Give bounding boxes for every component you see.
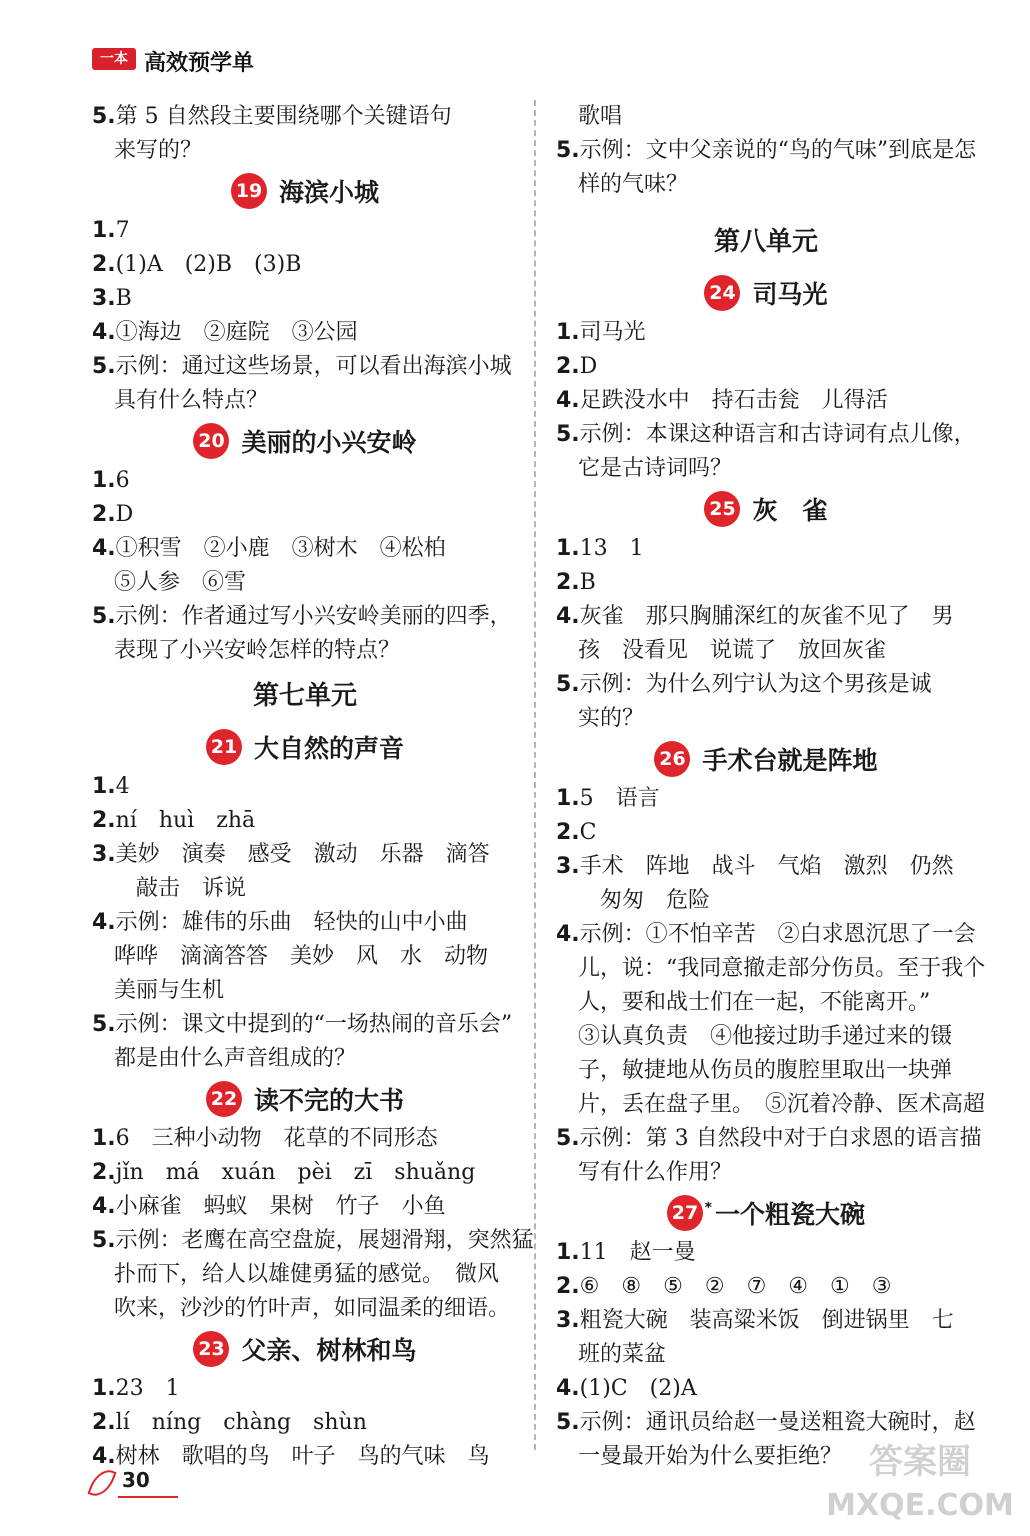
answer-line: 4.(1)C (2)A [556, 1376, 697, 1401]
lesson-number-badge: 21 [206, 729, 242, 765]
lesson-number-badge: 26 [654, 741, 690, 777]
answer-line: 1.4 [92, 774, 130, 799]
watermark: 答案圈 MXQE.COM [826, 1442, 1014, 1523]
answer-line: 3.粗瓷大碗 装高粱米饭 倒进锅里 七 [556, 1308, 954, 1333]
footer-rule [118, 1496, 178, 1498]
book-title: 高效预学单 [144, 51, 255, 76]
answer-line: 5.示例：作者通过写小兴安岭美丽的四季， [92, 604, 512, 629]
lesson-27-title: 27 * 一个粗瓷大碗 [556, 1190, 976, 1236]
lesson-number-badge: 20 [193, 423, 229, 459]
lesson-number-badge: 23 [193, 1331, 229, 1367]
answer-line: 4.示例：雄伟的乐曲 轻快的山中小曲 [92, 910, 468, 935]
answer-line: 美丽与生机 [114, 978, 225, 1003]
answer-line: 1.11 赵一曼 [556, 1240, 696, 1265]
lesson-20-title: 20 美丽的小兴安岭 [92, 418, 518, 464]
answer-line: 儿，说：“我同意撤走部分伤员。至于我个 [578, 956, 986, 981]
page-number: 30 [122, 1468, 150, 1492]
lesson-number-badge: 27 * [667, 1195, 703, 1231]
right-column [556, 100, 986, 1474]
answer-line: 2.D [92, 502, 134, 527]
answer-line: 4.灰雀 那只胸脯深红的灰雀不见了 男 [556, 604, 954, 629]
answer-line: 5.示例：本课这种语言和古诗词有点儿像， [556, 422, 976, 447]
answer-line: 3.美妙 演奏 感受 激动 乐器 滴答 [92, 842, 490, 867]
answer-line: 2.jǐn má xuán pèi zī shuǎng [92, 1160, 476, 1185]
answer-line: 2.lí níng chàng shùn [92, 1410, 367, 1435]
answer-line: 1.6 [92, 468, 130, 493]
answer-line: 3.手术 阵地 战斗 气焰 激烈 仍然 [556, 854, 954, 879]
answer-line: 4.示例：①不怕辛苦 ②白求恩沉思了一会 [556, 922, 976, 947]
answer-line: 写有什么作用？ [578, 1160, 733, 1185]
answer-line: 5.示例：老鹰在高空盘旋，展翅滑翔，突然猛 [92, 1228, 534, 1253]
answer-line: 来写的？ [114, 138, 203, 163]
answer-line: 5.第 5 自然段主要围绕哪个关键语句 [92, 104, 452, 129]
answer-line: 5.示例：第 3 自然段中对于白求恩的语言描 [556, 1126, 982, 1151]
lesson-23-title: 23 父亲、树林和鸟 [92, 1326, 518, 1372]
answer-line: 哗哗 滴滴答答 美妙 风 水 动物 [114, 944, 489, 969]
answer-line: 4.足跌没水中 持石击瓮 儿得活 [556, 388, 888, 413]
answer-line: 匆匆 危险 [600, 888, 711, 913]
answer-line: 孩 没看见 说谎了 放回灰雀 [578, 638, 887, 663]
unit-7-heading: 第七单元 [252, 681, 357, 711]
lesson-19-title: 19 海滨小城 [92, 168, 518, 214]
answer-line: 一曼最开始为什么要拒绝？ [578, 1444, 843, 1469]
optional-star: * [704, 1200, 712, 1216]
answer-line: ⑤人参 ⑥雪 [114, 570, 247, 595]
lesson-number-badge: 24 [704, 275, 740, 311]
answer-line: 实的？ [578, 706, 645, 731]
answer-line: 人，要和战士们在一起，不能离开。” [578, 990, 931, 1015]
answer-line: 1.司马光 [556, 320, 646, 345]
answer-line: 1.7 [92, 218, 130, 243]
unit-8-heading: 第八单元 [713, 227, 818, 257]
answer-line: 2.C [556, 820, 597, 845]
answer-line: 它是古诗词吗？ [578, 456, 733, 481]
answer-line: 2.ní huì zhā [92, 808, 256, 833]
answer-line: 1.23 1 [92, 1376, 180, 1401]
answer-line: 子，敏捷地从伤员的腹腔里取出一块弹 [578, 1058, 953, 1083]
lesson-number-badge: 19 [231, 173, 267, 209]
lesson-24-title: 24 司马光 [556, 270, 976, 316]
answer-line: 2.⑥ ⑧ ⑤ ② ⑦ ④ ① ③ [556, 1274, 892, 1299]
answer-line: 具有什么特点？ [114, 388, 269, 413]
answer-line: 5.示例：课文中提到的“一场热闹的音乐会” [92, 1012, 513, 1037]
lesson-26-title: 26 手术台就是阵地 [556, 736, 976, 782]
answer-line: 2.(1)A (2)B (3)B [92, 252, 302, 277]
lesson-22-title: 22 读不完的大书 [92, 1076, 518, 1122]
answer-line: 5.示例：为什么列宁认为这个男孩是诚 [556, 672, 932, 697]
answer-line: 1.6 三种小动物 花草的不同形态 [92, 1126, 438, 1151]
answer-line: 4.小麻雀 蚂蚁 果树 竹子 小鱼 [92, 1194, 446, 1219]
answer-line: 班的菜盆 [578, 1342, 667, 1367]
answer-line: 敲击 诉说 [136, 876, 247, 901]
answer-line: 2.D [556, 354, 598, 379]
answer-line: 1.5 语言 [556, 786, 660, 811]
answer-line: 3.B [92, 286, 132, 311]
answer-line: 歌唱 [578, 104, 623, 129]
answer-line: 吹来，沙沙的竹叶声，如同温柔的细语。 [114, 1296, 511, 1321]
brand-logo: 一本 [92, 48, 136, 70]
lesson-number-badge: 25 [704, 491, 740, 527]
answer-line: 5.示例：通过这些场景，可以看出海滨小城 [92, 354, 512, 379]
answer-line: 4.①积雪 ②小鹿 ③树木 ④松柏 [92, 536, 446, 561]
answer-line: 样的气味？ [578, 172, 689, 197]
answer-line: ③认真负责 ④他接过助手递过来的镊 [578, 1024, 953, 1049]
answer-line: 片，丢在盘子里。 ⑤沉着冷静、医术高超 [578, 1092, 986, 1117]
answer-line: 5.示例：通讯员给赵一曼送粗瓷大碗时，赵 [556, 1410, 976, 1435]
lesson-25-title: 25 灰 雀 [556, 486, 976, 532]
lesson-number-badge: 22 [206, 1081, 242, 1117]
answer-line: 2.B [556, 570, 596, 595]
answer-line: 扑而下，给人以雄健勇猛的感觉。 微风 [114, 1262, 500, 1287]
answer-line: 1.13 1 [556, 536, 644, 561]
lesson-21-title: 21 大自然的声音 [92, 724, 518, 770]
column-divider [534, 100, 536, 1450]
answer-line: 表现了小兴安岭怎样的特点？ [114, 638, 401, 663]
answer-line: 都是由什么声音组成的？ [114, 1046, 357, 1071]
answer-line: 4.①海边 ②庭院 ③公园 [92, 320, 358, 345]
answer-line: 5.示例：文中父亲说的“鸟的气味”到底是怎 [556, 138, 977, 163]
answer-line: 4.树林 歌唱的鸟 叶子 鸟的气味 鸟 [92, 1444, 490, 1469]
left-column [92, 100, 534, 1474]
